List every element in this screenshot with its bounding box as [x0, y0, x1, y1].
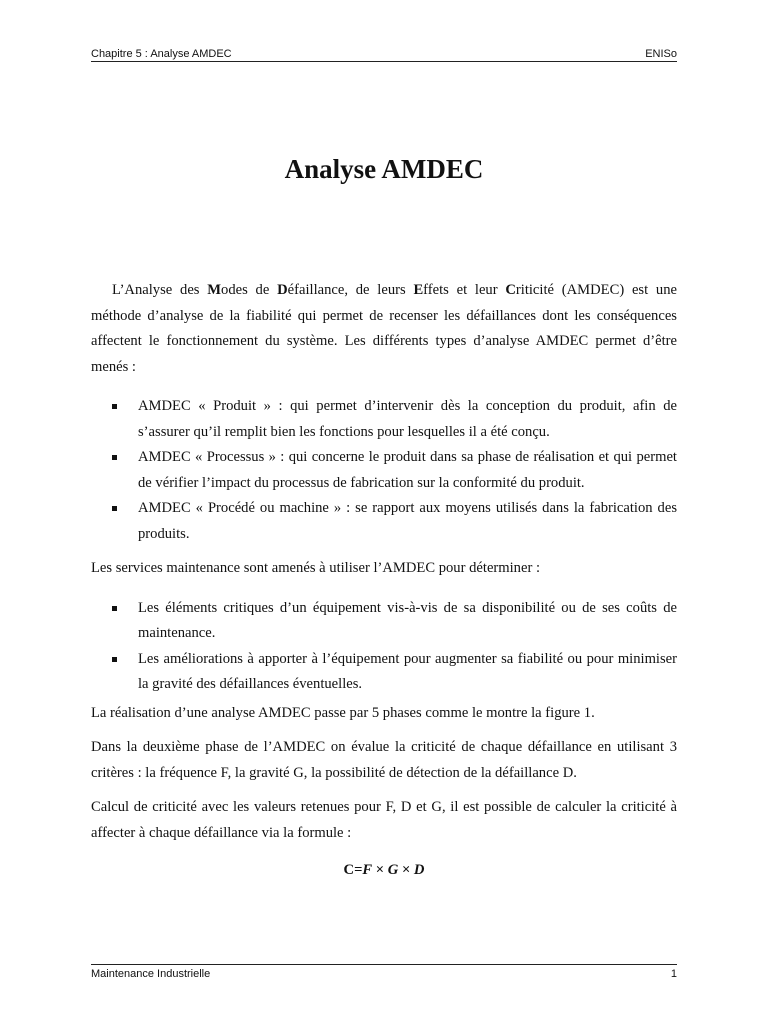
formula-lhs: C= — [343, 862, 363, 878]
amdec-types-list — [91, 394, 677, 547]
intro-text-5: riticité (AMDEC) est une méthode d’analyse de la fiabilité qui permet de recenser les défaillances dont les conséquences affectent le fonctionnement du système. Les différents types d’analyse AMDEC permet d’être menés : — [91, 282, 677, 375]
intro-bold-m: M — [207, 282, 222, 298]
list-item: AMDEC « Processus » : qui concerne le produit dans sa phase de réalisation et qui permet de vérifier l’impact du processus de fabrication sur la conformité du produit. — [91, 445, 677, 496]
header-chapter: Chapitre 5 : Analyse AMDEC — [91, 48, 232, 60]
intro-bold-c: C — [505, 282, 516, 298]
page-header — [91, 42, 677, 62]
services-list — [91, 596, 677, 698]
header-school: ENISo — [645, 48, 677, 60]
list-item: Les améliorations à apporter à l’équipement pour augmenter sa fiabilité ou pour minimiser la gravité des défaillances éventuelles. — [91, 647, 677, 698]
formula-times-2: × — [398, 862, 414, 878]
intro-bold-d: D — [277, 282, 288, 298]
criticality-formula — [91, 858, 677, 884]
footer-course: Maintenance Industrielle — [91, 968, 211, 980]
intro-paragraph — [91, 278, 677, 380]
intro-text-1: L’Analyse des — [112, 282, 208, 298]
intro-text-2: odes de — [221, 282, 278, 298]
formula-f: F — [362, 862, 373, 878]
list-item: AMDEC « Procédé ou machine » : se rapport aux moyens utilisés dans la fabrication des produits. — [91, 496, 677, 547]
page-footer — [91, 964, 677, 980]
formula-g: G — [387, 862, 399, 878]
formula-d: D — [413, 862, 425, 878]
services-intro: Les services maintenance sont amenés à utiliser l’AMDEC pour déterminer : — [91, 560, 541, 576]
list-item: Les éléments critiques d’un équipement vis-à-vis de sa disponibilité ou de ses coûts de maintenance. — [91, 596, 677, 647]
list-item: AMDEC « Produit » : qui permet d’intervenir dès la conception du produit, afin de s’assurer qu’il remplit bien les fonctions pour lesquelles il a été conçu. — [91, 394, 677, 445]
phases-paragraph: La réalisation d’une analyse AMDEC passe par 5 phases comme le montre la figure 1. — [91, 704, 595, 721]
intro-text-4: ffets et leur — [423, 282, 506, 298]
body-text — [91, 278, 677, 884]
intro-bold-e: E — [413, 282, 424, 298]
page-title: Analyse AMDEC — [284, 154, 484, 184]
intro-text-3: éfaillance, de leurs — [287, 282, 414, 298]
calc-paragraph: Calcul de criticité avec les valeurs retenues pour F, D et G, il est possible de calculer la criticité à affecter à chaque défaillance via la formule : — [91, 799, 677, 841]
page-number: 1 — [670, 968, 677, 980]
formula-times-1: × — [372, 862, 388, 878]
criteria-paragraph: Dans la deuxième phase de l’AMDEC on évalue la criticité de chaque défaillance en utilisant 3 critères : la fréquence F, la gravité G, la possibilité de détection de la défaillance D. — [91, 739, 677, 781]
